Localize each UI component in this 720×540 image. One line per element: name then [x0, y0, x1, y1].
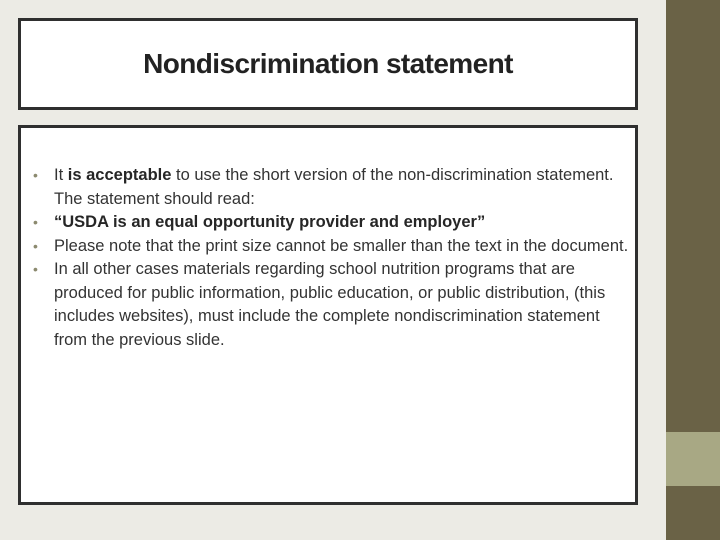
- bullet-text-bold: is acceptable: [67, 166, 172, 184]
- bullet-text: In all other cases materials regarding school nutrition programs that are produced for public information, public education, or public distribution, (this includes websites), must include the complete nondiscrimination statement from the previous slide.: [54, 260, 606, 349]
- bullet-icon: •: [33, 237, 38, 254]
- bullet-list: [30, 164, 630, 352]
- bullet-item: [30, 258, 630, 352]
- bullet-icon: •: [33, 167, 38, 183]
- bullet-text-bold: “USDA is an equal opportunity provider and employer”: [54, 213, 486, 231]
- content-box: [18, 125, 638, 505]
- title-box: [18, 18, 638, 110]
- bullet-icon: •: [33, 261, 38, 277]
- side-decor-accent: [666, 432, 720, 486]
- bullet-item: [30, 235, 630, 259]
- bullet-item: [30, 164, 630, 211]
- slide-title: Nondiscrimination statement: [143, 48, 513, 79]
- bullet-text-before: It: [54, 166, 68, 184]
- bullet-text: Please note that the print size cannot be smaller than the text in the document.: [54, 236, 629, 255]
- bullet-item: [30, 211, 630, 235]
- bullet-text-after: to use the short version of the non-discrimination statement. The statement should read:: [54, 166, 614, 208]
- bullet-icon: •: [33, 214, 38, 230]
